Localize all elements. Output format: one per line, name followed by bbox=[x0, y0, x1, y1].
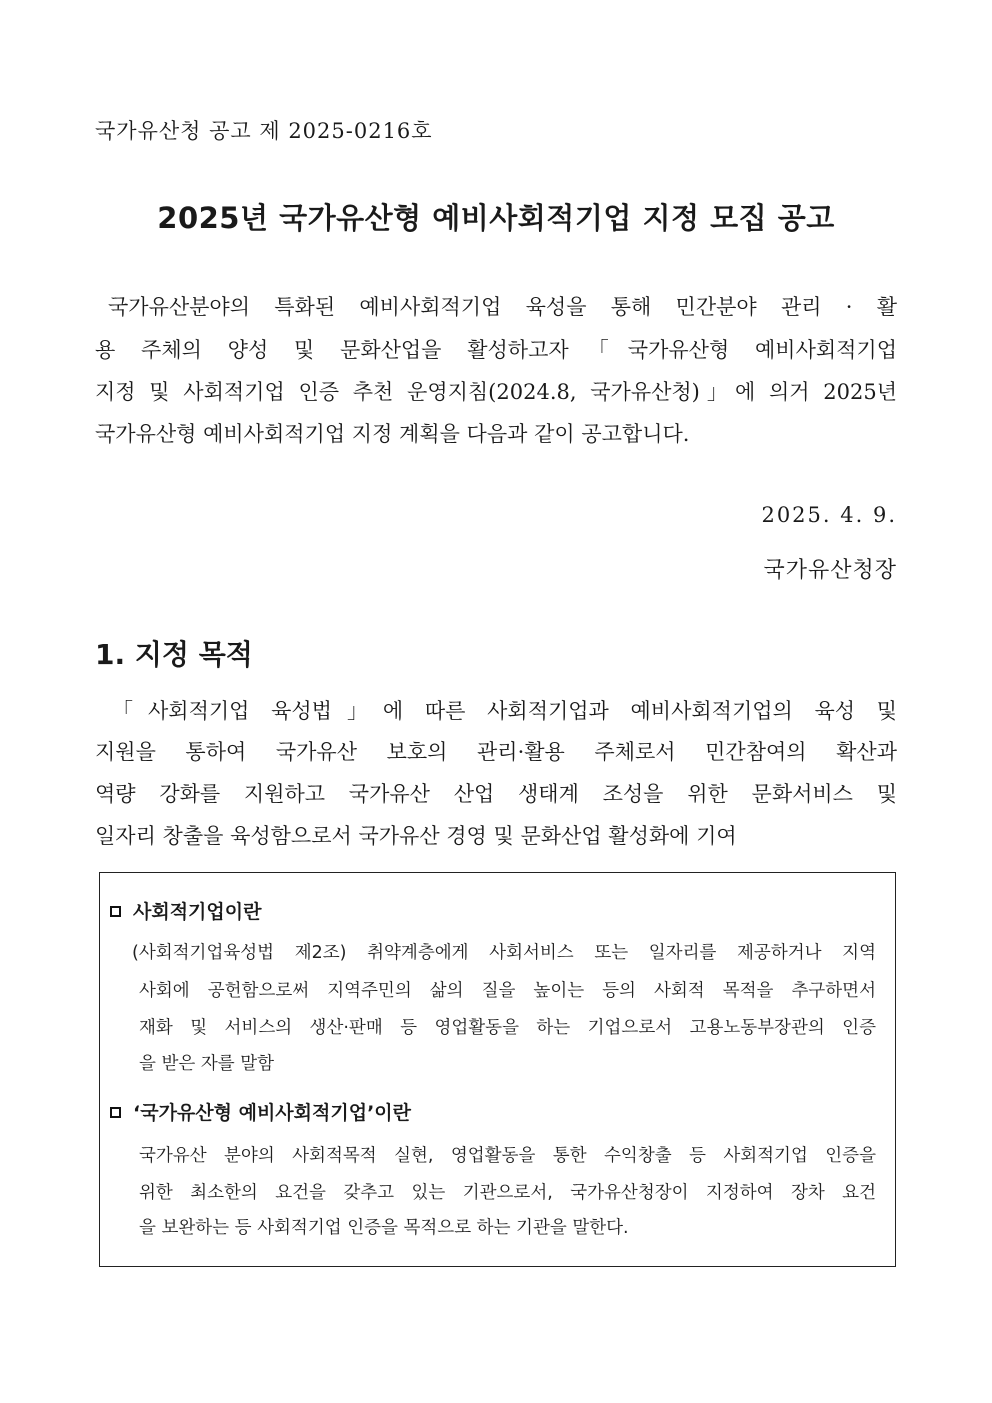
intro-line: 지정 및 사회적기업 인증 추천 운영지침(2024.8, 국가유산청)」에 의거 2025년 bbox=[95, 380, 897, 404]
definition-line: 재화 및 서비스의 생산·판매 등 영업활동을 하는 기업으로서 고용노동부장관의 인증 bbox=[139, 1018, 876, 1038]
definition-heading: ‘국가유산형 예비사회적기업’이란 bbox=[110, 1098, 411, 1128]
square-bullet-icon bbox=[110, 1107, 121, 1118]
section-line: 「사회적기업 육성법」에 따른 사회적기업과 예비사회적기업의 육성 및 bbox=[112, 699, 897, 723]
document-title: 2025년 국가유산형 예비사회적기업 지정 모집 공고 bbox=[157, 201, 835, 235]
intro-line: 국가유산분야의 특화된 예비사회적기업 육성을 통해 민간분야 관리 · 활 bbox=[108, 295, 897, 319]
section-line: 역량 강화를 지원하고 국가유산 산업 생태계 조성을 위한 문화서비스 및 bbox=[95, 782, 897, 806]
issuer-name: 국가유산청장 bbox=[763, 558, 897, 583]
definition-line: 위한 최소한의 요건을 갖추고 있는 기관으로서, 국가유산청장이 지정하여 장차 요건 bbox=[139, 1183, 876, 1203]
intro-line: 용 주체의 양성 및 문화산업을 활성하고자「국가유산형 예비사회적기업 bbox=[95, 338, 897, 362]
intro-line: 국가유산형 예비사회적기업 지정 계획을 다음과 같이 공고합니다. bbox=[95, 422, 690, 446]
announcement-date: 2025. 4. 9. bbox=[761, 503, 897, 527]
square-bullet-icon bbox=[110, 906, 121, 917]
definition-line: 국가유산 분야의 사회적목적 실현, 영업활동을 통한 수익창출 등 사회적기업 인증을 bbox=[139, 1146, 876, 1166]
section-line: 일자리 창출을 육성함으로서 국가유산 경영 및 문화산업 활성화에 기여 bbox=[95, 824, 737, 848]
definition-line: 을 보완하는 등 사회적기업 인증을 목적으로 하는 기관을 말한다. bbox=[139, 1218, 629, 1238]
section-heading: 1. 지정 목적 bbox=[95, 638, 253, 671]
definition-heading: 사회적기업이란 bbox=[110, 897, 261, 927]
notice-number: 국가유산청 공고 제 2025-0216호 bbox=[95, 119, 433, 143]
definition-line: 사회에 공헌함으로써 지역주민의 삶의 질을 높이는 등의 사회적 목적을 추구하면서 bbox=[139, 981, 876, 1001]
definition-line: 을 받은 자를 말함 bbox=[139, 1054, 275, 1074]
section-line: 지원을 통하여 국가유산 보호의 관리·활용 주체로서 민간참여의 확산과 bbox=[95, 740, 897, 764]
definition-line: (사회적기업육성법 제2조) 취약계층에게 사회서비스 또는 일자리를 제공하거나 지역 bbox=[132, 943, 876, 963]
